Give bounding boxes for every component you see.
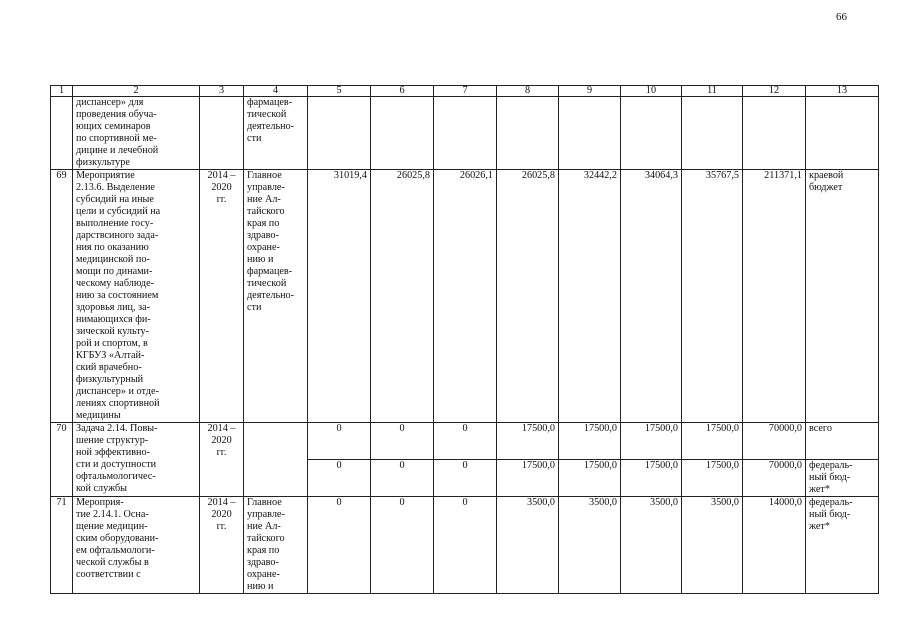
period: 2014 – 2020 гг. bbox=[200, 170, 244, 423]
funding-source: краевой бюджет bbox=[806, 170, 879, 423]
column-header: 8 bbox=[497, 86, 559, 97]
value-cell: 0 bbox=[308, 497, 371, 594]
value-cell: 17500,0 bbox=[497, 460, 559, 497]
value-cell: 17500,0 bbox=[559, 423, 621, 460]
row-number: 71 bbox=[51, 497, 73, 594]
column-header: 13 bbox=[806, 86, 879, 97]
activity-name: Мероприя- тие 2.14.1. Осна- щение медицин- ским оборудовани- ем офтальмологи- ческой службы в соответствии с bbox=[73, 497, 200, 594]
activity-name: Мероприятие 2.13.6. Выделение субсидий на иные цели и субсидий на выполнение госу- дарствсиного зада- ния по оказанию медицинской по- мощи по динами- ческому наблюде- нию за состоянием здоровья лиц, за- нимающихся фи- зической культу- рой и спортом, в КГБУЗ «Алтай- ский врачебно- физкультурный диспансер» и отде- лениях спортивной медицины bbox=[73, 170, 200, 423]
value-cell: 0 bbox=[308, 423, 371, 460]
column-header: 7 bbox=[434, 86, 497, 97]
column-header-row bbox=[51, 86, 879, 97]
activity-name: Задача 2.14. Повы- шение структур- ной эффективно- сти и доступности офтальмологичес- кой службы bbox=[73, 423, 200, 497]
executor: Главное управле- ние Ал- тайского края по здраво- охране- нию и bbox=[244, 497, 308, 594]
value-cell: 3500,0 bbox=[621, 497, 682, 594]
value-cell: 17500,0 bbox=[559, 460, 621, 497]
value-cell: 3500,0 bbox=[682, 497, 743, 594]
value-cell: 17500,0 bbox=[682, 423, 743, 460]
executor: Главное управле- ние Ал- тайского края по здраво- охране- нию и фармацев- тической деятельно- сти bbox=[244, 170, 308, 423]
value-cell: 211371,1 bbox=[743, 170, 806, 423]
value-cell: 32442,2 bbox=[559, 170, 621, 423]
column-header: 4 bbox=[244, 86, 308, 97]
value-cell: 17500,0 bbox=[682, 460, 743, 497]
row-number: 69 bbox=[51, 170, 73, 423]
value-cell: 0 bbox=[371, 460, 434, 497]
activity-name: диспансер» для проведения обуча- ющих семинаров по спортивной ме- дицине и лечебной физкультуре bbox=[73, 97, 200, 170]
column-header: 6 bbox=[371, 86, 434, 97]
value-cell: 14000,0 bbox=[743, 497, 806, 594]
column-header: 2 bbox=[73, 86, 200, 97]
value-cell: 17500,0 bbox=[497, 423, 559, 460]
value-cell: 3500,0 bbox=[497, 497, 559, 594]
value-cell: 17500,0 bbox=[621, 460, 682, 497]
value-cell: 26025,8 bbox=[497, 170, 559, 423]
value-cell: 26026,1 bbox=[434, 170, 497, 423]
column-header: 1 bbox=[51, 86, 73, 97]
value-cell: 0 bbox=[434, 460, 497, 497]
value-cell: 26025,8 bbox=[371, 170, 434, 423]
value-cell: 31019,4 bbox=[308, 170, 371, 423]
column-header: 3 bbox=[200, 86, 244, 97]
column-header: 5 bbox=[308, 86, 371, 97]
value-cell: 0 bbox=[371, 497, 434, 594]
page-number: 66 bbox=[836, 11, 847, 23]
period: 2014 – 2020 гг. bbox=[200, 423, 244, 497]
value-cell: 70000,0 bbox=[743, 460, 806, 497]
value-cell: 0 bbox=[308, 460, 371, 497]
executor: фармацев- тической деятельно- сти bbox=[244, 97, 308, 170]
funding-source: федераль- ный бюд- жет* bbox=[806, 460, 879, 497]
funding-source: всего bbox=[806, 423, 879, 460]
value-cell: 0 bbox=[434, 423, 497, 460]
table-row bbox=[51, 423, 879, 460]
table-row bbox=[51, 97, 879, 170]
value-cell: 17500,0 bbox=[621, 423, 682, 460]
funding-source: федераль- ный бюд- жет* bbox=[806, 497, 879, 594]
row-number: 70 bbox=[51, 423, 73, 497]
value-cell: 34064,3 bbox=[621, 170, 682, 423]
column-header: 9 bbox=[559, 86, 621, 97]
column-header: 10 bbox=[621, 86, 682, 97]
value-cell: 70000,0 bbox=[743, 423, 806, 460]
period: 2014 – 2020 гг. bbox=[200, 497, 244, 594]
value-cell: 35767,5 bbox=[682, 170, 743, 423]
column-header: 11 bbox=[682, 86, 743, 97]
column-header: 12 bbox=[743, 86, 806, 97]
value-cell: 0 bbox=[371, 423, 434, 460]
value-cell: 3500,0 bbox=[559, 497, 621, 594]
value-cell: 0 bbox=[434, 497, 497, 594]
table-row bbox=[51, 170, 879, 423]
budget-table bbox=[50, 85, 879, 594]
table-row bbox=[51, 497, 879, 594]
